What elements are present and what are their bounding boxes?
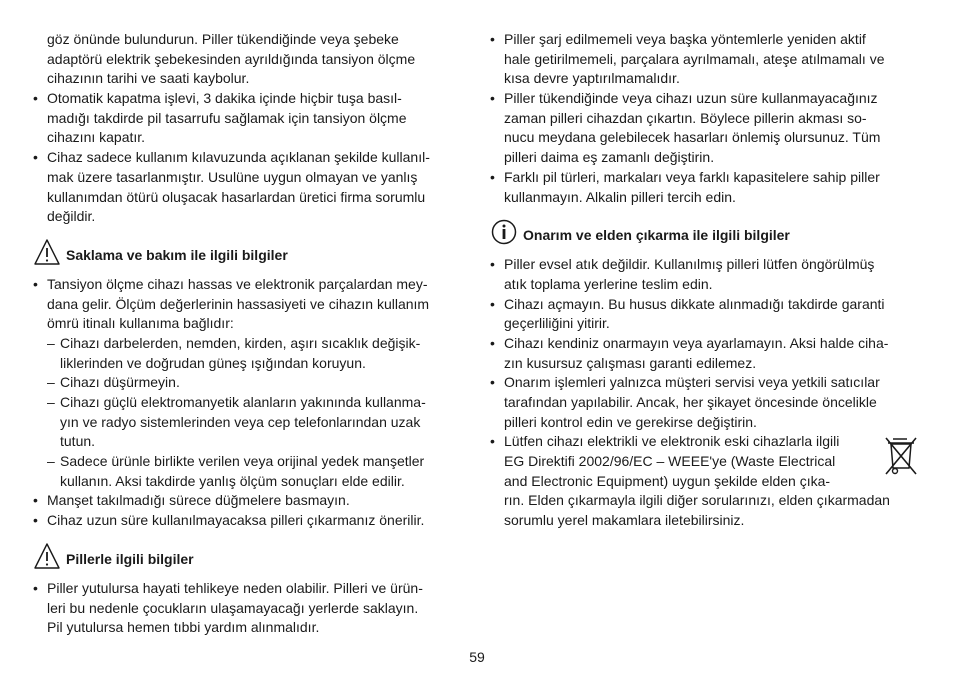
dash-item	[33, 334, 465, 373]
text-line-content: Pil yutulursa hemen tıbbi yardım alınmalıdır.	[47, 619, 320, 636]
text-line-content: göz önünde bulundurun. Piller tükendiğinde veya şebeke	[47, 31, 399, 47]
text-line-content: dana gelir. Ölçüm değerlerinin hassasiyeti ve cihazın kullanım	[47, 295, 430, 312]
left-bullet-list-a	[33, 89, 465, 227]
dash-item	[33, 373, 465, 393]
text-line	[490, 354, 923, 374]
text-line-content: Cihaz uzun süre kullanılmayacaksa pilleri çıkarmanız önerilir.	[47, 512, 425, 529]
text-line	[33, 128, 465, 148]
text-line	[490, 69, 923, 89]
text-line	[33, 618, 465, 638]
text-line	[33, 432, 465, 452]
left-column	[33, 30, 465, 638]
text-line-content: hale getirilmemeli, parçalara ayrılmamalı, ateşe atılmamalı ve	[504, 50, 885, 67]
text-line-content: Sadece ürünle birlikte verilen veya orijinal yedek manşetler	[60, 453, 425, 470]
text-line	[33, 109, 465, 129]
bullet-marker: •	[33, 512, 38, 529]
text-line-content: cihazını kapatır.	[47, 129, 146, 146]
bullet-marker: •	[490, 31, 495, 47]
text-line	[33, 472, 465, 492]
batteries-heading	[33, 537, 465, 571]
bullet-item	[490, 168, 923, 207]
dash-marker: –	[47, 374, 55, 391]
text-line	[490, 314, 923, 334]
bullet-marker: •	[33, 90, 38, 107]
text-line	[33, 393, 465, 413]
bullet-item	[33, 579, 465, 638]
text-line-content: Cihazı kendiniz onarmayın veya ayarlamayın. Aksi halde ciha-	[504, 334, 889, 351]
text-line-content: leri bu nedenle çocukların ulaşamayacağı yerlerde saklayın.	[47, 599, 419, 616]
text-line-content: EG Direktifi 2002/96/EC – WEEE'ye (Waste Electrical	[504, 453, 836, 470]
battery-bullet-list	[33, 579, 465, 638]
bullet-marker: •	[490, 90, 495, 107]
bullet-marker: •	[490, 433, 495, 450]
text-line	[33, 452, 465, 472]
text-line-content: zaman pilleri cihazdan çıkartın. Böylece pillerin akması so-	[504, 109, 867, 126]
text-line-content: ömrü itinalı kullanıma bağlıdır:	[47, 315, 234, 332]
text-line-content: Tansiyon ölçme cihazı hassas ve elektronik parçalardan mey-	[47, 275, 428, 292]
text-line	[33, 373, 465, 393]
text-line-content: liklerinden ve doğrudan güneş ışığından koruyun.	[60, 354, 366, 371]
info-circle-icon	[490, 217, 518, 247]
bullet-item	[33, 511, 465, 531]
text-line	[490, 30, 923, 50]
text-line-content: Otomatik kapatma işlevi, 3 dakika içinde hiçbir tuşa basıl-	[47, 90, 402, 107]
text-line-content: zın kusursuz çalışması garanti edilemez.	[504, 354, 757, 371]
text-line	[490, 334, 923, 354]
text-line	[33, 188, 465, 208]
bullet-item	[490, 373, 923, 432]
text-line-content: adaptörü elektrik şebekesinden ayrıldığında tansiyon ölçme	[47, 50, 416, 67]
text-line	[33, 168, 465, 188]
text-line-content: sorumlu yerel makamlara iletebilirsiniz.	[504, 512, 745, 529]
dash-item	[33, 393, 465, 452]
text-line-content: Piller evsel atık değildir. Kullanılmış pilleri lütfen öngörülmüş	[504, 256, 875, 273]
text-line	[33, 511, 465, 531]
text-line	[33, 314, 465, 334]
right-bullet-list-a	[490, 30, 923, 207]
bullet-marker: •	[33, 149, 38, 166]
storage-heading-text: Saklama ve bakım ile ilgili bilgiler	[66, 246, 288, 263]
text-line	[33, 275, 465, 295]
text-line-content: kullanmayın. Alkalin pilleri tercih edin.	[504, 188, 736, 205]
bullet-item	[490, 89, 923, 168]
text-line-content: Cihazı güçlü elektromanyetik alanların yakınında kullanma-	[60, 394, 426, 410]
text-line-content: Cihazı darbelerden, nemden, kirden, aşırı sıcaklık değişik-	[60, 334, 421, 351]
text-line	[33, 69, 465, 89]
text-line	[490, 413, 923, 433]
text-line-content: geçerliliğini yitirir.	[504, 315, 610, 332]
text-line-content: Piller şarj edilmemeli veya başka yöntemlerle yeniden aktif	[504, 31, 866, 47]
repair-heading-text: Onarım ve elden çıkarma ile ilgili bilgiler	[523, 227, 790, 244]
warning-triangle-icon	[33, 541, 61, 571]
text-line-content: Lütfen cihazı elektrikli ve elektronik eski cihazlarla ilgili	[504, 433, 840, 450]
text-line-content: kısa devre yaptırılmamalıdır.	[504, 70, 680, 87]
text-line	[490, 491, 923, 511]
text-line	[490, 188, 923, 208]
text-line	[490, 295, 923, 315]
text-line-content: kullanımdan ötürü oluşacak hasarlardan üretici firma sorumlu	[47, 188, 426, 205]
text-line-content: cihazının tarihi ve saati kaybolur.	[47, 70, 250, 87]
text-line-content: yın ve radyo sistemlerinden veya cep telefonlarından uzak	[60, 413, 421, 430]
repair-bullet-list	[490, 255, 923, 432]
bullet-item	[490, 30, 923, 89]
text-line	[490, 128, 923, 148]
text-line	[33, 354, 465, 374]
bullet-marker: •	[490, 334, 495, 351]
text-line	[490, 472, 923, 492]
left-intro-paragraph	[33, 30, 465, 89]
bullet-marker: •	[490, 168, 495, 185]
text-line	[490, 393, 923, 413]
text-line-content: Cihazı düşürmeyin.	[60, 374, 180, 391]
text-line	[490, 452, 923, 472]
dash-marker: –	[47, 334, 55, 351]
text-line-content: Cihaz sadece kullanım kılavuzunda açıklanan şekilde kullanıl-	[47, 149, 430, 166]
storage-dash-list	[33, 334, 465, 492]
text-line	[490, 109, 923, 129]
text-line-content: kullanın. Aksi takdirde yanlış ölçüm sonuçları elde edilir.	[60, 472, 405, 489]
text-line-content: pilleri kontrol edin ve gerekirse değiştirin.	[504, 413, 757, 430]
text-line-content: pilleri daima eş zamanlı değiştirin.	[504, 149, 715, 166]
bullet-item	[490, 255, 923, 294]
warning-triangle-icon	[33, 237, 61, 267]
text-line	[33, 148, 465, 168]
bullet-item	[490, 334, 923, 373]
bullet-marker: •	[490, 295, 495, 312]
text-line	[490, 148, 923, 168]
text-line-content: Farklı pil türleri, markaları veya farklı kapasitelere sahip piller	[504, 168, 880, 185]
bullet-marker: •	[33, 492, 38, 509]
text-line-content: tutun.	[60, 433, 96, 450]
page-number: 59	[469, 649, 485, 665]
text-line-content: madığı takdirde pil tasarrufu sağlamak için tansiyon ölçme	[47, 109, 407, 126]
bullet-item	[33, 491, 465, 511]
text-line	[490, 89, 923, 109]
text-line	[490, 432, 923, 452]
text-line-content: Manşet takılmadığı sürece düğmelere basmayın.	[47, 492, 350, 509]
dash-marker: –	[47, 453, 55, 470]
bullet-marker: •	[490, 374, 495, 391]
bullet-marker: •	[490, 256, 495, 273]
bullet-marker: •	[33, 275, 38, 292]
text-line-content: tarafından yapılabilir. Ancak, her şikayet öncesinde öncelikle	[504, 394, 877, 410]
text-line	[33, 413, 465, 433]
text-line-content: and Electronic Equipment) uygun şekilde elden çıka-	[504, 472, 831, 489]
text-line-content: rın. Elden çıkarmayla ilgili diğer sorularınızı, elden çıkarmadan	[504, 492, 890, 509]
storage-intro-bullet	[33, 275, 465, 334]
text-line-content: Cihazı açmayın. Bu husus dikkate alınmadığı takdirde garanti	[504, 295, 885, 312]
text-line-content: değildir.	[47, 208, 96, 225]
text-line	[33, 599, 465, 619]
bullet-marker: •	[33, 579, 38, 596]
text-line	[490, 511, 923, 531]
text-line	[490, 168, 923, 188]
text-line-content: nucu meydana gelebilecek hasarları önlemiş olursunuz. Tüm	[504, 129, 881, 146]
bullet-item	[33, 148, 465, 227]
storage-bullet-list	[33, 491, 465, 530]
text-line	[490, 255, 923, 275]
text-line	[33, 295, 465, 315]
weee-bullet	[490, 432, 923, 530]
text-line	[33, 50, 465, 70]
dash-marker: –	[47, 394, 55, 410]
text-line-content: mak üzere tasarlanmıştır. Usulüne uygun olmayan ve yanlış	[47, 168, 418, 185]
right-column	[490, 30, 923, 531]
weee-section	[490, 432, 923, 530]
text-line	[490, 373, 923, 393]
text-line-content: Onarım işlemleri yalnızca müşteri servisi veya yetkili satıcılar	[504, 374, 880, 391]
dash-item	[33, 452, 465, 491]
bullet-item	[33, 89, 465, 148]
text-line-content: Piller tükendiğinde veya cihazı uzun süre kullanmayacağınız	[504, 90, 878, 107]
batteries-heading-text: Pillerle ilgili bilgiler	[66, 550, 194, 567]
repair-heading	[490, 213, 923, 247]
crossed-out-wheelie-bin-icon	[883, 434, 919, 478]
text-line-content: atık toplama yerlerine teslim edin.	[504, 275, 713, 292]
text-line	[490, 275, 923, 295]
text-line-content: Piller yutulursa hayati tehlikeye neden olabilir. Pilleri ve ürün-	[47, 579, 423, 596]
text-line	[33, 207, 465, 227]
text-line	[33, 334, 465, 354]
text-line	[33, 491, 465, 511]
text-line	[33, 30, 465, 50]
text-line	[490, 50, 923, 70]
bullet-item	[490, 295, 923, 334]
storage-heading	[33, 233, 465, 267]
text-line	[33, 89, 465, 109]
text-line	[33, 579, 465, 599]
